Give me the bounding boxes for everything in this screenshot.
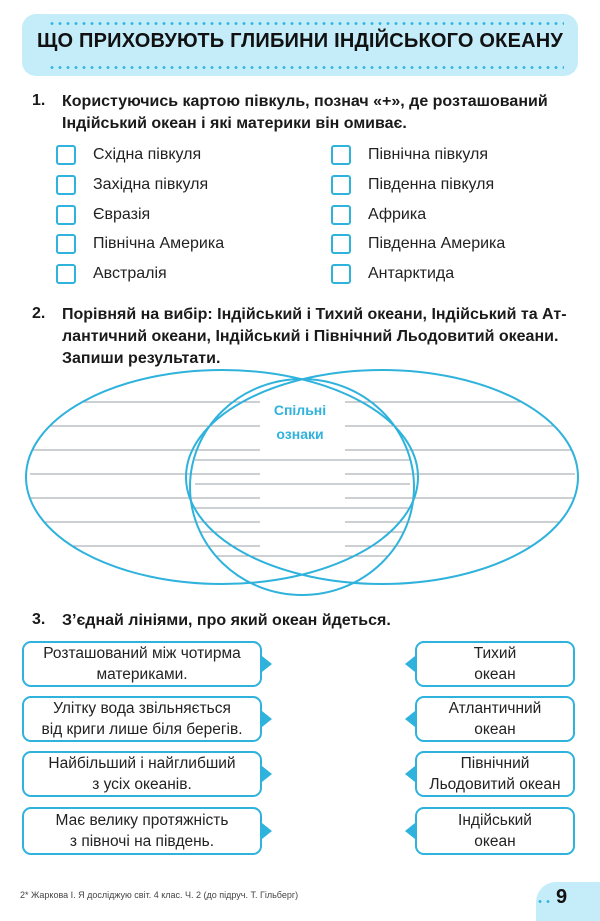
statement-line: Розташований між чотирма xyxy=(43,645,241,662)
checkbox-africa[interactable] xyxy=(331,205,351,225)
statement-line: з півночі на південь. xyxy=(69,833,215,850)
ocean-line: океан xyxy=(474,666,516,683)
ocean-line: Індійський xyxy=(458,812,532,829)
option-label: Антарктида xyxy=(368,265,455,282)
checkbox-western-hemisphere[interactable] xyxy=(56,175,76,195)
venn-common-label xyxy=(250,398,350,446)
ocean-line: Тихий xyxy=(473,645,517,662)
statement-line: Улітку вода звільняється xyxy=(53,700,231,717)
banner-dots-bottom xyxy=(48,66,564,69)
checkbox-antarctica[interactable] xyxy=(331,264,351,284)
statement-line: від криги лише біля берегів. xyxy=(41,721,243,738)
q2-text-line2: лантичний океани, Індійський і Північний Льодовитий океани. xyxy=(62,328,559,345)
q3-text: З’єднай лініями, про який океан йдеться. xyxy=(62,612,391,629)
ocean-line: океан xyxy=(474,833,516,850)
option-label: Північна півкуля xyxy=(368,146,489,163)
arrow-right-icon[interactable] xyxy=(262,823,272,839)
arrow-left-icon[interactable] xyxy=(405,711,415,727)
q1-text-line1: Користуючись картою півкуль, познач «+», де розташований xyxy=(62,93,548,110)
ocean-line: Північний xyxy=(460,755,530,772)
option-label: Євразія xyxy=(93,206,151,223)
venn-label-line1: Спільні xyxy=(273,402,327,418)
checkbox-south-america[interactable] xyxy=(331,234,351,254)
q2-text-line1: Порівняй на вибір: Індійський і Тихий океани, Індійський та Ат- xyxy=(62,306,567,323)
option-label: Східна півкуля xyxy=(93,146,202,163)
ocean-line: Атлантичний xyxy=(448,700,542,717)
q1-text-line2: Індійський океан і які материки він омиває. xyxy=(62,115,407,132)
page-tab-dots xyxy=(536,900,550,903)
arrow-right-icon[interactable] xyxy=(262,656,272,672)
statement-line: з усіх океанів. xyxy=(92,776,192,793)
checkbox-southern-hemisphere[interactable] xyxy=(331,175,351,195)
option-label: Південна півкуля xyxy=(368,176,495,193)
venn-right-lines xyxy=(345,402,575,546)
checkbox-eurasia[interactable] xyxy=(56,205,76,225)
footer-credit: 2* Жаркова І. Я досліджую світ. 4 клас. Ч. 2 (до підруч. Т. Гільберг) xyxy=(20,890,299,900)
banner-dots-top xyxy=(48,22,564,25)
venn-diagram xyxy=(0,360,600,605)
arrow-left-icon[interactable] xyxy=(405,656,415,672)
option-label: Південна Америка xyxy=(368,235,506,252)
arrow-right-icon[interactable] xyxy=(262,766,272,782)
q1-number: 1. xyxy=(32,92,46,109)
q3-number: 3. xyxy=(32,611,46,628)
q2-number: 2. xyxy=(32,305,46,322)
venn-label-line2: ознаки xyxy=(276,426,324,442)
ocean-line: океан xyxy=(474,721,516,738)
connector-arrows xyxy=(0,640,600,860)
option-label: Африка xyxy=(368,206,427,223)
option-label: Західна півкуля xyxy=(93,176,209,193)
checkbox-australia[interactable] xyxy=(56,264,76,284)
arrow-right-icon[interactable] xyxy=(262,711,272,727)
venn-left-lines xyxy=(30,402,260,546)
arrow-left-icon[interactable] xyxy=(405,766,415,782)
statement-line: Найбільший і найглибший xyxy=(48,755,236,772)
page-number: 9 xyxy=(556,886,568,908)
checkbox-northern-hemisphere[interactable] xyxy=(331,145,351,165)
statement-line: Має велику протяжність xyxy=(55,812,229,829)
page-title: ЩО ПРИХОВУЮТЬ ГЛИБИНИ ІНДІЙСЬКОГО ОКЕАНУ xyxy=(36,30,564,52)
ocean-line: Льодовитий океан xyxy=(429,776,561,793)
q2-text-line3: Запиши результати. xyxy=(62,350,221,367)
q1-text xyxy=(62,91,582,135)
checkbox-eastern-hemisphere[interactable] xyxy=(56,145,76,165)
option-label: Австралія xyxy=(93,265,167,282)
arrow-left-icon[interactable] xyxy=(405,823,415,839)
option-label: Північна Америка xyxy=(93,235,225,252)
checkbox-north-america[interactable] xyxy=(56,234,76,254)
statement-line: материками. xyxy=(96,666,188,683)
